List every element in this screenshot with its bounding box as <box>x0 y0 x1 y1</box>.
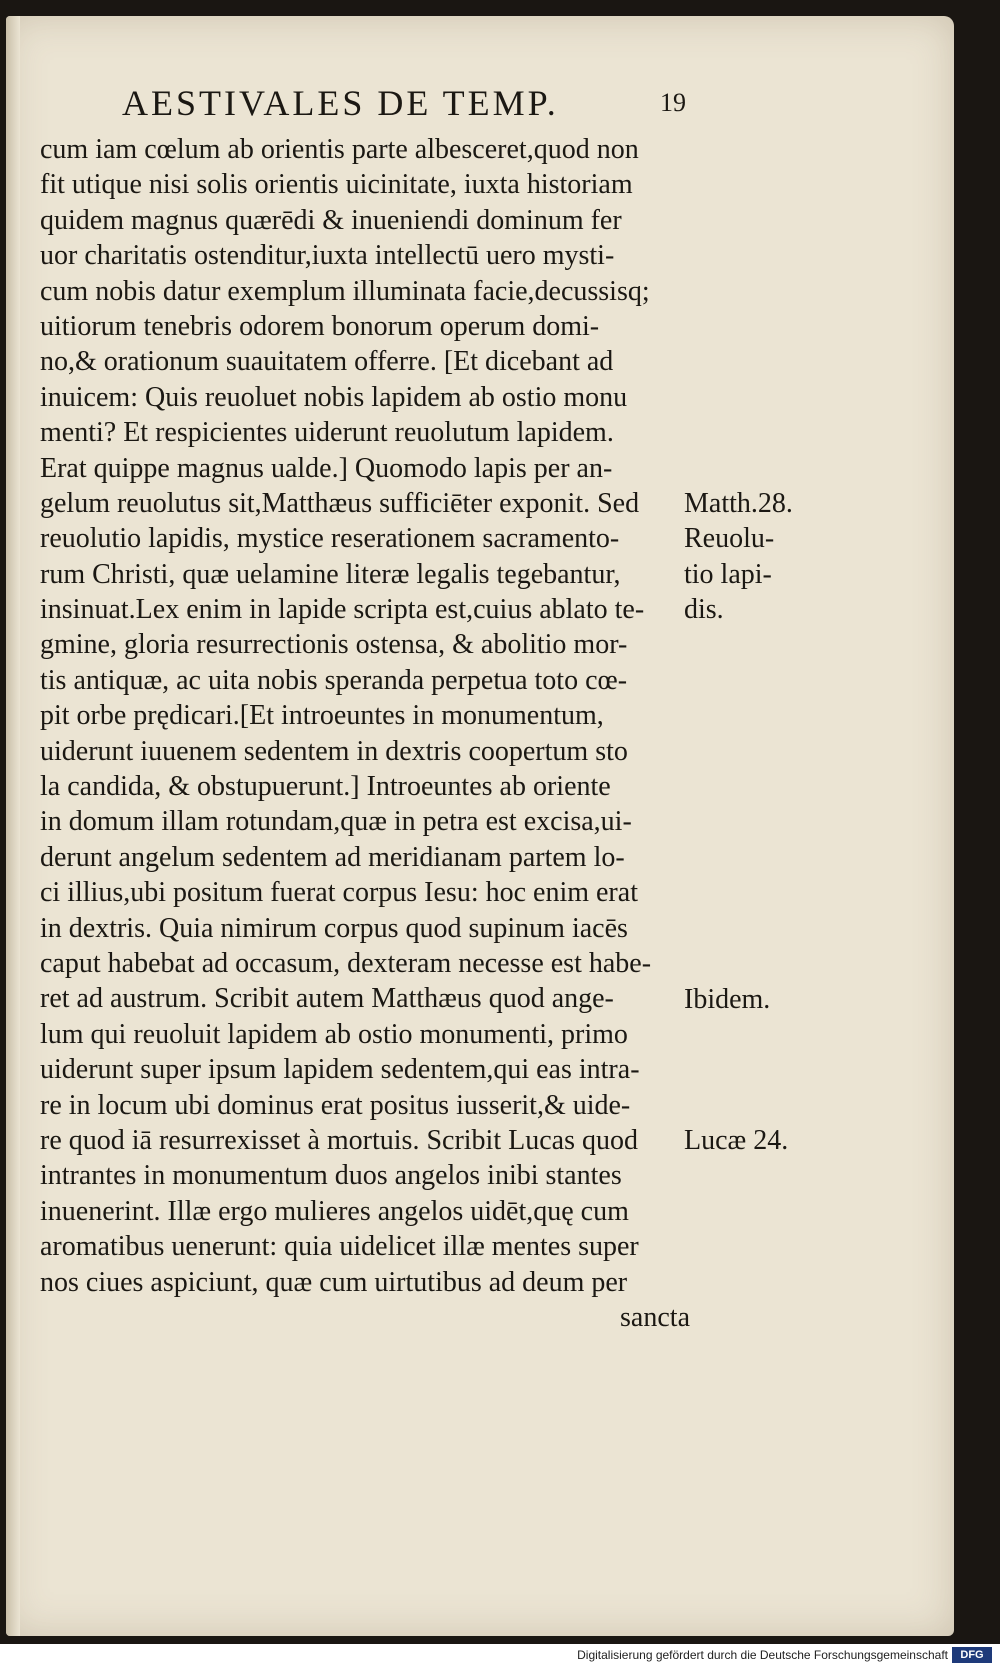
text-line: Erat quippe magnus ualde.] Quomodo lapis per an- <box>40 452 613 484</box>
margin-note: dis. <box>684 594 724 626</box>
funding-credit: Digitalisierung gefördert durch die Deutsche Forschungsgemeinschaft <box>577 1648 948 1662</box>
text-line: menti? Et respicientes uiderunt reuolutum lapidem. <box>40 417 614 449</box>
text-line: inuenerint. Illæ ergo mulieres angelos uidēt,quę cum <box>40 1195 629 1227</box>
text-line: uiderunt super ipsum lapidem sedentem,qui eas intra- <box>40 1054 640 1086</box>
text-line: reuolutio lapidis, mystice reserationem sacramento- <box>40 523 620 555</box>
text-line: cum iam cœlum ab orientis parte albesceret,quod non <box>40 134 639 165</box>
text-line: ci illius,ubi positum fuerat corpus Iesu: hoc enim erat <box>40 877 638 909</box>
text-line: in domum illam rotundam,quæ in petra est excisa,ui- <box>40 806 632 838</box>
catchword: sancta <box>620 1301 690 1333</box>
running-title: AESTIVALES DE TEMP. <box>122 83 559 123</box>
text-line: uiderunt iuuenem sedentem in dextris coopertum sto <box>40 735 628 767</box>
text-line: inuicem: Quis reuoluet nobis lapidem ab ostio monu <box>40 381 628 413</box>
margin-note: Matth.28. <box>684 488 793 519</box>
page-edge <box>6 16 20 1636</box>
text-line: lum qui reuoluit lapidem ab ostio monumenti, primo <box>40 1018 628 1050</box>
margin-note: Lucæ 24. <box>684 1125 789 1157</box>
text-line: intrantes in monumentum duos angelos inibi stantes <box>40 1160 622 1192</box>
text-line: pit orbe prędicari.[Et introeuntes in monumentum, <box>40 700 604 732</box>
footer-bar <box>0 1644 1000 1668</box>
text-line: tis antiquæ, ac uita nobis speranda perpetua toto cœ- <box>40 664 628 696</box>
dfg-logo: DFG <box>952 1647 992 1663</box>
text-line: derunt angelum sedentem ad meridianam partem lo- <box>40 841 625 873</box>
text-line: in dextris. Quia nimirum corpus quod supinum iacēs <box>40 912 628 944</box>
text-line: no,& orationum suauitatem offerre. [Et dicebant ad <box>40 346 614 378</box>
folio-number: 19 <box>660 88 686 117</box>
text-line: re in locum ubi dominus erat positus iusserit,& uide- <box>40 1089 631 1121</box>
text-line: la candida, & obstupuerunt.] Introeuntes ab oriente <box>40 771 611 803</box>
text-line: quidem magnus quærēdi & inueniendi dominum fer <box>40 204 622 236</box>
text-line: fit utique nisi solis orientis uicinitate, iuxta historiam <box>40 169 633 201</box>
margin-note: tio lapi- <box>684 558 772 590</box>
text-line: uitiorum tenebris odorem bonorum operum domi- <box>40 310 600 342</box>
text-line: gmine, gloria resurrectionis ostensa, & abolitio mor- <box>40 629 628 661</box>
text-line: nos ciues aspiciunt, quæ cum uirtutibus ad deum per <box>40 1266 628 1298</box>
text-line: re quod iā resurrexisset à mortuis. Scribit Lucas quod <box>40 1124 638 1156</box>
text-line: uor charitatis ostenditur,iuxta intellectū uero mysti- <box>40 240 615 272</box>
margin-note: Ibidem. <box>684 983 771 1015</box>
text-line: ret ad austrum. Scribit autem Matthæus quod ange- <box>40 983 614 1015</box>
body-text-column <box>40 132 690 1335</box>
text-line: rum Christi, quæ uelamine literæ legalis tegebantur, <box>40 558 621 590</box>
text-line: caput habebat ad occasum, dexteram necesse est habe- <box>40 947 652 979</box>
page-header <box>122 76 722 136</box>
text-line: insinuat.Lex enim in lapide scripta est,cuius ablato te- <box>40 594 645 626</box>
text-line: gelum reuolutus sit,Matthæus sufficiēter exponit. Sed <box>40 487 640 519</box>
margin-note: Reuolu- <box>684 523 775 555</box>
text-line: cum nobis datur exemplum illuminata facie,decussisq; <box>40 275 650 307</box>
text-line: aromatibus uenerunt: quia uidelicet illæ mentes super <box>40 1231 639 1263</box>
